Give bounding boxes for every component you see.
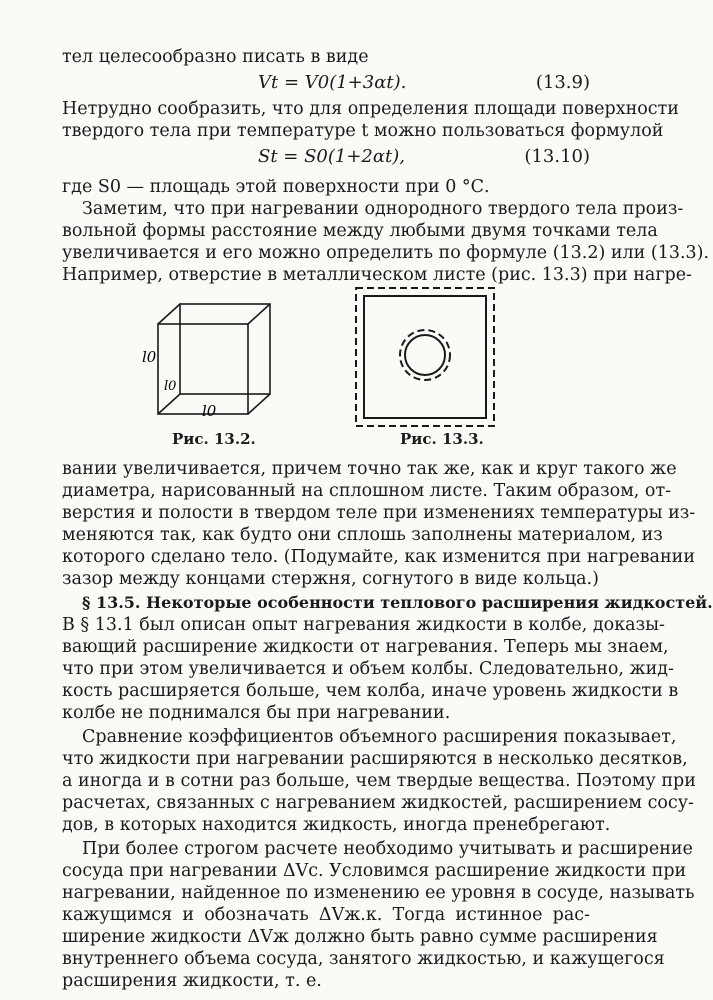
equation-13-10: St = S0(1+2αt), (258, 146, 406, 167)
paragraph-line: дов, в которых находится жидкость, иногда пренебрегают. (62, 815, 611, 835)
paragraph-line: нагревании, найденное по изменению ее уровня в сосуде, называть (62, 883, 695, 903)
paragraph-line: вании увеличивается, причем точно так же, как и круг такого же (62, 459, 677, 479)
paragraph-line: внутреннего объема сосуда, занятого жидкостью, и кажущегося (62, 949, 665, 969)
paragraph-line: зазор между концами стержня, согнутого в виде кольца.) (62, 569, 599, 589)
edge-label-horizontal: l0 (202, 402, 217, 420)
paragraph-line: ширение жидкости ΔVж должно быть равно сумме расширения (62, 927, 658, 947)
paragraph-line: Сравнение коэффициентов объемного расширения показывает, (82, 727, 677, 747)
paragraph-line: диаметра, нарисованный на сплошном листе. Таким образом, от- (62, 481, 672, 501)
paragraph-line: Например, отверстие в металлическом листе (рис. 13.3) при нагре- (62, 265, 692, 285)
paragraph-line: колбе не поднимался бы при нагревании. (62, 703, 451, 723)
paragraph-line: кость расширяется больше, чем колба, иначе уровень жидкости в (62, 681, 679, 701)
figure-caption: Рис. 13.2. (172, 430, 256, 448)
edge-label-vertical: l0 (142, 348, 157, 366)
equation-number: (13.10) (524, 146, 590, 167)
paragraph-line: вольной формы расстояние между любыми двумя точками тела (62, 221, 658, 241)
paragraph-line: Заметим, что при нагревании однородного твердого тела произ- (82, 199, 684, 219)
paragraph-line: где S0 — площадь этой поверхности при 0 °С. (62, 177, 490, 197)
paragraph-line: а иногда и в сотни раз больше, чем твердые вещества. Поэтому при (62, 771, 696, 791)
paragraph-line: увеличивается и его можно определить по формуле (13.2) или (13.3). (62, 243, 710, 263)
paragraph-line: которого сделано тело. (Подумайте, как изменится при нагревании (62, 547, 695, 567)
edge-label-depth: l0 (164, 379, 177, 394)
paragraph-line: В § 13.1 был описан опыт нагревания жидкости в колбе, доказы- (62, 615, 665, 635)
paragraph-line: расчетах, связанных с нагреванием жидкостей, расширением сосу- (62, 793, 694, 813)
figure-caption: Рис. 13.3. (400, 430, 484, 448)
paragraph-line: кажущимся и обозначать ΔVж.к. Тогда истинное рас- (62, 905, 590, 925)
figure-13-3-plate (352, 284, 498, 430)
paragraph-line: расширения жидкости, т. е. (62, 971, 322, 991)
paragraph-line: что жидкости при нагревании расширяются в несколько десятков, (62, 749, 688, 769)
paragraph-line: твердого тела при температуре t можно пользоваться формулой (62, 121, 664, 141)
paragraph-line: Нетрудно сообразить, что для определения площади поверхности (62, 99, 679, 119)
paragraph-line: тел целесообразно писать в виде (62, 47, 369, 67)
paragraph-line: вающий расширение жидкости от нагревания. Теперь мы знаем, (62, 637, 669, 657)
paragraph-line: сосуда при нагревании ΔVc. Условимся расширение жидкости при (62, 861, 687, 881)
figure-13-2-cube (136, 296, 286, 426)
paragraph-line: меняются так, как будто они сплошь заполнены материалом, из (62, 525, 663, 545)
section-heading: § 13.5. Некоторые особенности теплового расширения жидкостей. (82, 593, 713, 612)
equation-number: (13.9) (535, 72, 590, 93)
paragraph-line: При более строгом расчете необходимо учитывать и расширение (82, 839, 693, 859)
paragraph-line: что при этом увеличивается и объем колбы. Следовательно, жид- (62, 659, 674, 679)
paragraph-line: верстия и полости в твердом теле при изменениях температуры из- (62, 503, 696, 523)
equation-13-9: Vt = V0(1+3αt). (258, 72, 407, 93)
